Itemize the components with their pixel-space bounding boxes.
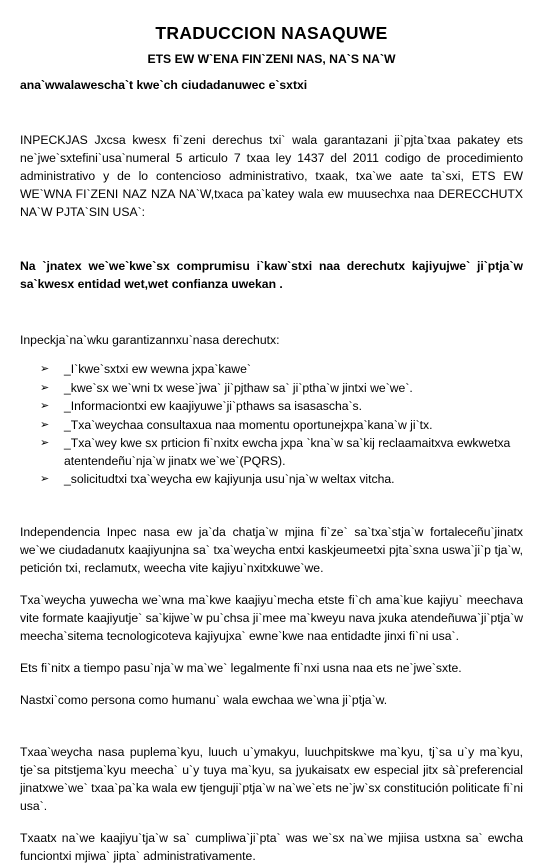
- list-item: [40, 435, 523, 470]
- list-item-text: _Txa`wey kwe sx prticion fi`nxitx ewcha jxpa `kna`w sa`kij reclaamaitxva ewkwetxa atentendeñu`nja`w jinatx we`we`(PQRS).: [64, 436, 511, 468]
- list-item-text: _solicitudtxi txa`weycha ew kajiyunja usu`nja`w weltax vitcha.: [64, 472, 395, 486]
- arrow-right-icon: ➢: [40, 473, 50, 485]
- list-item-text: _Txa`weychaa consultaxua naa momentu oportunejxpa`kana`w ji`tx.: [64, 417, 433, 432]
- list-item-text: _I`kwe`sxtxi ew wewna jxpa`kawe`: [64, 362, 251, 376]
- txaaweycha-paragraph: Txaa`weycha nasa puplema`kyu, luuch u`ymakyu, luuchpitskwe ma`kyu, tj`sa u`y ma`kyu, tje`sa pitstjema`kyu meecha` u`y tuya ma`kyu, sa jyukaisatx ew especial jitx sà`preferencial jinatxwe`we` txaa`pa`ka wala ew tjenguji`ptja`w na`we`ets ne`jw`sx constitución politicate fi`ni usa`.: [20, 744, 523, 813]
- document-subtitle: ETS EW W`ENA FIN`ZENI NAS, NA`S NA`W: [147, 52, 396, 66]
- document-title: TRADUCCION NASAQUWE: [155, 23, 388, 43]
- arrow-right-icon: ➢: [40, 400, 50, 412]
- list-item: [40, 361, 523, 379]
- arrow-right-icon: ➢: [40, 381, 50, 394]
- rights-list: [20, 361, 523, 489]
- commitment-paragraph: Na `jnatex we`we`kwe`sx comprumisu i`kaw`stxi naa derechutx kajiyujwe` ji`ptja`w sa`kwesx entidad wet,wet confianza uwekan .: [20, 259, 523, 291]
- arrow-right-icon: ➢: [40, 418, 50, 431]
- list-item: [40, 471, 523, 489]
- independencia-paragraph: Independencia Inpec nasa ew ja`da chatja`w mjina fi`ze` sa`txa`stja`w fortaleceñu`jinatx we`we ciudadanutx kaajiyunjna sa` txa`weycha entxi kaskjeumeetxi pjta`sxna uswa`ji`p tja`w, petición txi, reclamutx, weecha vite kajiyu`nxitxkuwe`we.: [20, 524, 523, 575]
- tiempo-paragraph: Ets fi`nitx a tiempo pasu`nja`w ma`we` legalmente fi`nxi usna naa ets ne`jwe`sxte.: [20, 660, 462, 675]
- arrow-right-icon: ➢: [40, 437, 50, 449]
- list-intro-paragraph: Inpeckja`na`wku garantizannxu`nasa derechutx:: [20, 333, 280, 347]
- document-subheading: ana`wwalawescha`t kwe`ch ciudadanuwec e`sxtxi: [20, 78, 308, 92]
- list-item-text: _kwe`sx we`wni tx wese`jwa` ji`pjthaw sa` ji`ptha`w jintxi we`we`.: [64, 380, 413, 395]
- nastxi-paragraph: Nastxi`como persona como humanu` wala ewchaa we`wna ji`ptja`w.: [20, 692, 388, 707]
- intro-paragraph: INPECKJAS Jxcsa kwesx fi`zeni derechus txi` wala garantazani ji`pjta`txaa pakatey ets ne`jwe`sxtefini`usa`numeral 5 articulo 7 txaa ley 1437 del 2011 codigo de procedimiento administrativo y de lo contencioso administrativo, txaak, txa`we aate ta`sxi, ETS EW WE`WNA FI`ZENI NAZ NZA NA`W,txaca pa`katey wala ew muusechxa naa DERECCHUTX NA`W PJTA`SIN USA`:: [20, 133, 523, 219]
- arrow-right-icon: ➢: [40, 363, 50, 375]
- list-item: [40, 417, 523, 435]
- list-item: [40, 380, 523, 398]
- list-item-text: _Informaciontxi ew kaajiyuwe`ji`pthaws sa isasascha`s.: [64, 399, 363, 413]
- txaatx-paragraph: Txaatx na`we kaajiyu`tja`w sa` cumpliwa`ji`pta` was we`sx na`we mjiisa ustxna sa` ewcha funciontxi mjiwa` jipta` administrativamente.: [20, 830, 523, 863]
- list-item: [40, 398, 523, 416]
- txaweycha-paragraph: Txa`weycha yuwecha we`wna ma`kwe kaajiyu`mecha etste fi`ch ama`kue kajiyu` meechava vite formate kaajiyutje` sa`kijwe`w pu`chsa ji`mee ma`kweyu nava jxuka atendeñuwa`ji`ptja`w meecha`sitema tecnologicoteva kajiyujxa` ewne`kwe naa entidadte jinxi fi`ni usa`.: [20, 592, 523, 643]
